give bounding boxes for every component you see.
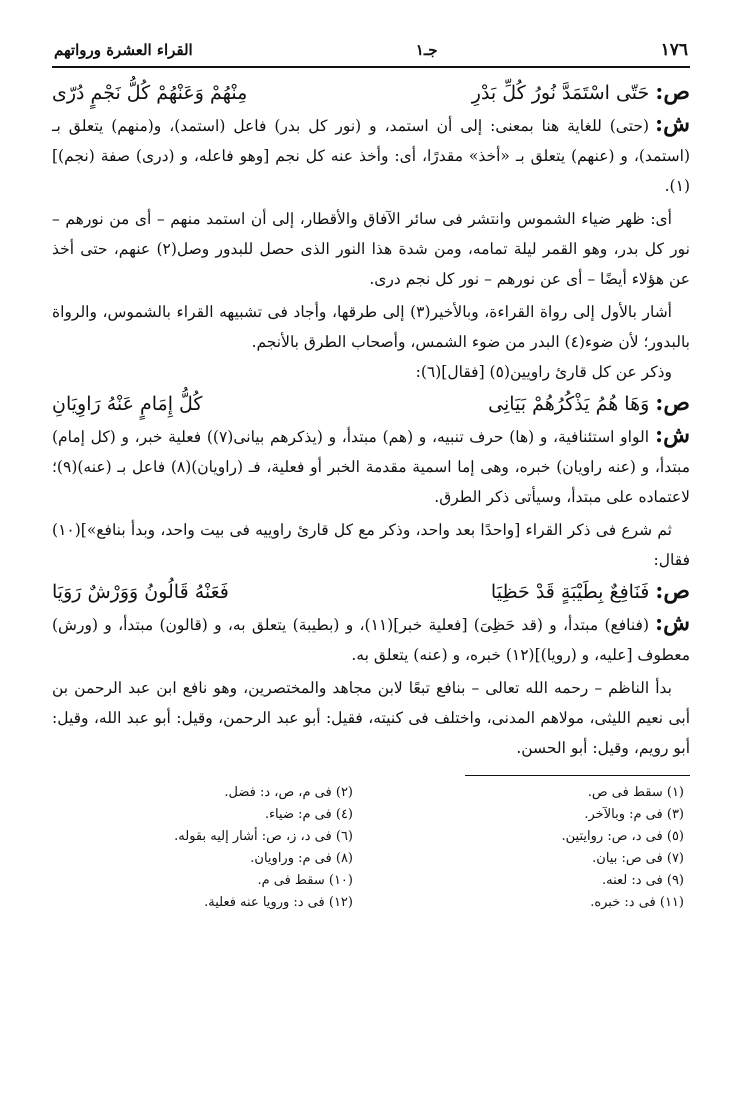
sharh-text: (حتى) للغاية هنا بمعنى: إلى أن استمد، و (نور كل بدر) فاعل (استمد)، و(منهم) يتعلق بـ (استمد)، و (عنهم) يتعلق بـ «أخذ» مقدرًا، أى: وأخذ عنه كل نجم [وهو فاعله، و (درى) صفة (نجم)](١). xyxy=(52,117,690,195)
sharh-paragraph xyxy=(52,109,690,201)
running-title: القراء العشرة ورواتهم xyxy=(54,41,193,59)
sharh-label: ش: xyxy=(655,111,690,137)
sharh-label: ش: xyxy=(655,422,690,448)
verse-label: ص: xyxy=(655,390,690,416)
body-paragraph: أشار بالأول إلى رواة القراءة، وبالأخير(٣) إلى طرقها، وأجاد فى تشبيهه القراء بالشموس، والرواة بالبدور؛ لأن ضوء(٤) البدر من ضوء الشمس، وأصحاب الطرق بالأنجم. xyxy=(52,303,690,351)
header-rule xyxy=(52,66,690,68)
page-number: ١٧٦ xyxy=(660,40,688,60)
footnote: (٥) فى د، ص: روايتين. xyxy=(561,829,684,844)
body-paragraph: وذكر عن كل قارئ راويين(٥) [فقال](٦): xyxy=(415,363,672,381)
footnote: (٧) فى ص: بيان. xyxy=(592,851,684,866)
body-paragraph: ثم شرع فى ذكر القراء [واحدًا بعد واحد، وذكر مع كل قارئ راوييه فى بيت واحد، وبدأ بنافع»](١٠) فقال: xyxy=(52,521,690,569)
footnote: (٤) فى م: ضياء. xyxy=(264,807,353,822)
footnote-rule xyxy=(465,775,690,776)
footnote: (٨) فى م: وراويان. xyxy=(250,851,353,866)
footnotes xyxy=(52,782,690,914)
verse-hemistich-first: حَتّى اسْتَمَدَّ نُورُ كُلِّ بَدْرِ xyxy=(471,82,650,104)
verse-hemistich-second: كُلُّ إِمَامٍ عَنْهُ رَاوِيَانِ xyxy=(52,393,203,415)
verse-line-2 xyxy=(52,387,690,420)
verse-line-1 xyxy=(52,76,690,109)
footnote: (١) سقط فى ص. xyxy=(587,785,684,800)
footnote: (١٠) سقط فى م. xyxy=(257,873,353,888)
verse-label: ص: xyxy=(655,578,690,604)
verse-hemistich-first: فَنَافِعٌ بِطَيْبَةٍ قَدْ حَظِيَا xyxy=(490,581,650,603)
footnote: (٢) فى م، ص، د: فضل. xyxy=(224,785,353,800)
sharh-paragraph xyxy=(52,420,690,512)
verse-hemistich-second: فَعَنْهُ قَالُونُ وَوَرْشٌ رَوَيَا xyxy=(52,581,229,603)
sharh-label: ش: xyxy=(655,610,691,636)
footnote: (١١) فى د: خبره. xyxy=(590,895,684,910)
body-paragraph: أى: ظهر ضياء الشموس وانتشر فى سائر الآفاق والأقطار، إلى أن استمد منهم – أى من نورهم – نور كل بدر، وهو القمر ليلة تمامه، ومن شدة هذا النور الذى حصل للبدور وصل(٢) عنهم، حتى أخذ عن هؤلاء أيضًا – أى عن نورهم – نور كل نجم درى. xyxy=(52,210,690,288)
page xyxy=(52,40,690,914)
body-paragraph: بدأ الناظم – رحمه الله تعالى – بنافع تبعًا لابن مجاهد والمختصرين، وهو نافع ابن عبد الرحمن بن أبى نعيم الليثى، مولاهم المدنى، واختلف فى كنيته، فقيل: أبو عبد الرحمن، وقيل: أبو عبد الله، وقيل: أبو رويم، وقيل: أبو الحسن. xyxy=(52,679,690,757)
sharh-paragraph xyxy=(52,608,690,670)
footnote: (١٢) فى د: ورويا عنه فعلية. xyxy=(204,895,353,910)
volume-label: جـ١ xyxy=(415,41,438,59)
page-header xyxy=(52,40,690,64)
footnote: (٣) فى م: وبالآخر. xyxy=(584,807,684,822)
footnote: (٩) فى د: لعنه. xyxy=(601,873,684,888)
sharh-text: الواو استئنافية، و (ها) حرف تنبيه، و (هم) مبتدأ، و (يذكرهم بيانى(٧)) فعلية خبر، و (كل إمام) مبتدأ، و (عنه راويان) خبره، وهى إما اسمية مقدمة الخبر أو فعلية، فـ (راويان)(٨) فاعل بـ (عنه)(٩)؛ لاعتماده على مبتدأ، وسيأتى ذكر الطرق. xyxy=(52,428,690,506)
verse-label: ص: xyxy=(655,79,690,105)
sharh-text: (فنافع) مبتدأ، و (قد حَظِىَ) [فعلية خبر](١١)، و (بطيبة) يتعلق به، و (قالون) مبتدأ، و (ورش) معطوف [عليه، و (رويا)](١٢) خبره، و (عنه) يتعلق به. xyxy=(52,616,690,664)
verse-hemistich-first: وَهَا هُمُ يَذْكُرُهُمْ بَيَانِى xyxy=(488,393,650,415)
verse-hemistich-second: مِنْهُمْ وَعَنْهُمْ كُلُّ نَجْمٍ دُرّى xyxy=(52,82,248,104)
verse-line-3 xyxy=(52,575,690,608)
footnote: (٦) فى د، ز، ص: أشار إليه بقوله. xyxy=(174,829,353,844)
